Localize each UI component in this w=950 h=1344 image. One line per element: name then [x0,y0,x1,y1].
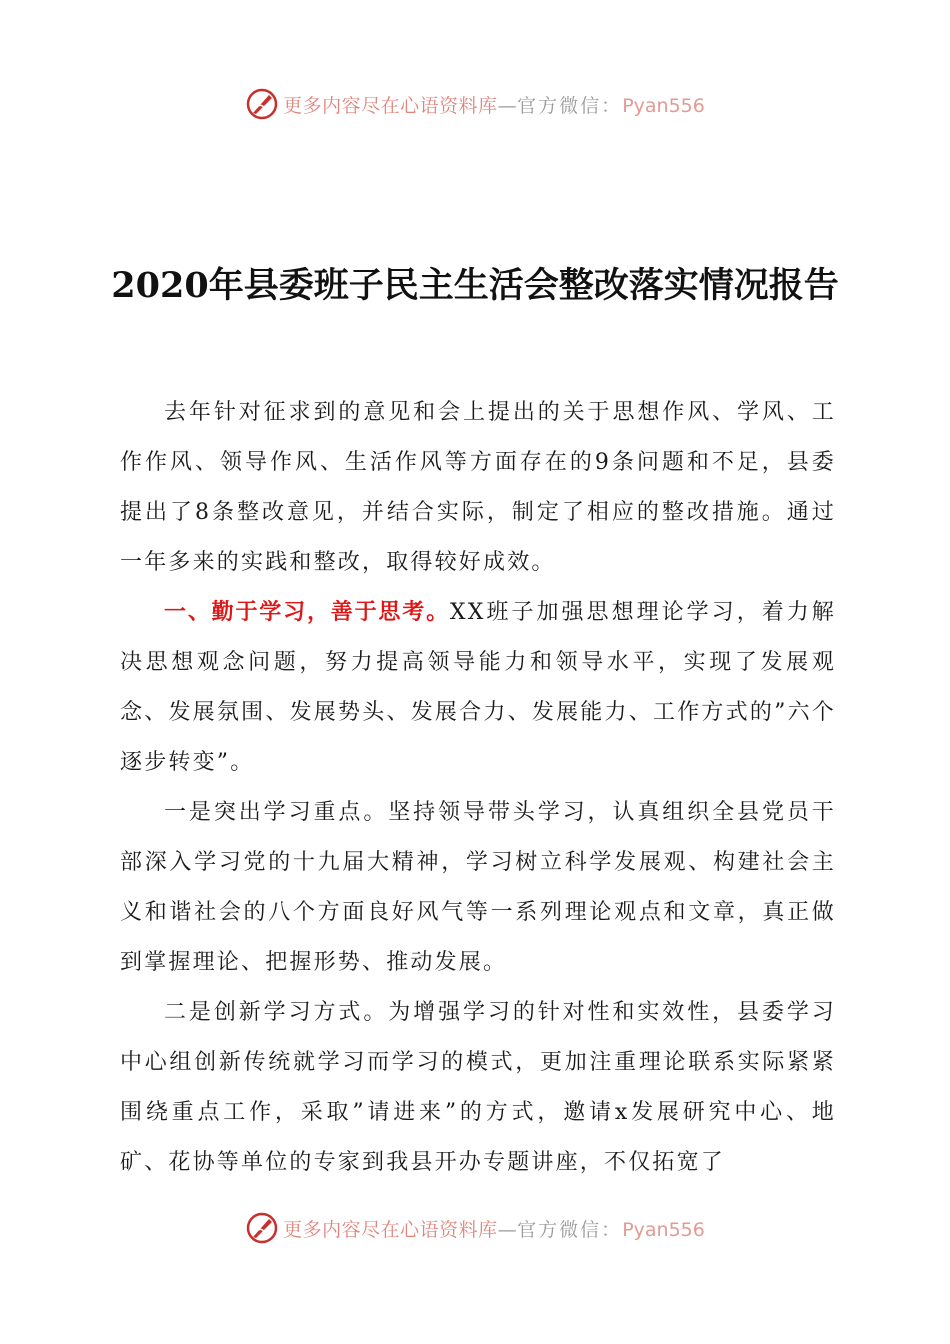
watermark-footer [0,1206,950,1250]
section-body: XX班子加强思想理论学习，着力解决思想观念问题，努力提高领导能力和领导水平，实现了发展观念、发展氛围、发展势头、发展合力、发展能力、工作方式的”六个逐步转变”。 [120,600,836,775]
document-title: 2020年县委班子民主生活会整改落实情况报告 [111,265,839,306]
paragraph-point-one: 一是突出学习重点。坚持领导带头学习，认真组织全县党员干部深入学习党的十九届大精神，学习树立科学发展观、构建社会主义和谐社会的八个方面良好风气等一系列理论观点和文章，真正做到掌握理论、把握形势、推动发展。 [120,800,836,975]
quill-logo-icon [245,1211,279,1245]
watermark-text: 更多内容尽在心语资料库—官方微信：Pyan556 [283,94,705,117]
section-heading: 一、勤于学习，善于思考。 [164,600,450,625]
watermark-text: 更多内容尽在心语资料库—官方微信：Pyan556 [283,1218,705,1241]
watermark-header [0,82,950,126]
paragraph-intro: 去年针对征求到的意见和会上提出的关于思想作风、学风、工作作风、领导作风、生活作风等方面存在的9条问题和不足，县委提出了8条整改意见，并结合实际，制定了相应的整改措施。通过一年多来的实践和整改，取得较好成效。 [120,400,836,575]
paragraph-point-two: 二是创新学习方式。为增强学习的针对性和实效性，县委学习中心组创新传统就学习而学习的模式，更加注重理论联系实际紧紧围绕重点工作，采取”请进来”的方式，邀请x发展研究中心、地矿、花协等单位的专家到我县开办专题讲座，不仅拓宽了 [120,1000,836,1175]
paragraph-section-one [120,588,836,788]
document-body [120,388,836,1188]
quill-logo-icon [245,87,279,121]
